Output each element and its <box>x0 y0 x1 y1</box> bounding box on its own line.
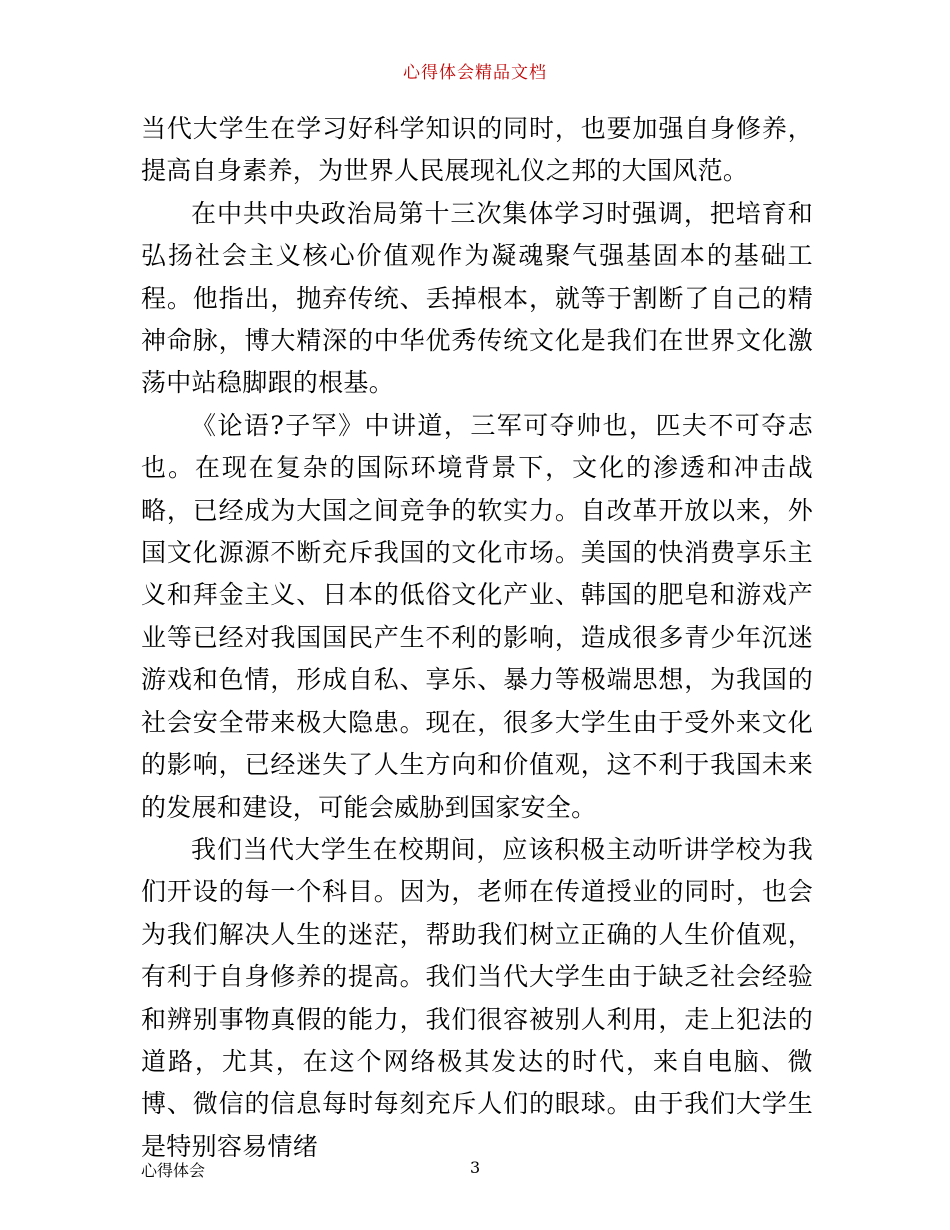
page-number: 3 <box>470 1158 481 1177</box>
document-body <box>141 108 813 1168</box>
paragraph-1: 当代大学生在学习好科学知识的同时，也要加强自身修养，提高自身素养，为世界人民展现礼仪之邦的大国风范。 <box>141 114 813 186</box>
paragraph-4: 我们当代大学生在校期间，应该积极主动听讲学校为我们开设的每一个科目。因为，老师在传道授业的同时，也会为我们解决人生的迷茫，帮助我们树立正确的人生价值观，有利于自身修养的提高。我们当代大学生由于缺乏社会经验和辨别事物真假的能力，我们很容被别人利用，走上犯法的道路，尤其，在这个网络极其发达的时代，来自电脑、微博、微信的信息每时每刻充斥人们的眼球。由于我们大学生是特别容易情绪 <box>141 834 813 1161</box>
document-header-title: 心得体会精品文档 <box>403 63 547 83</box>
paragraph-3: 《论语?子罕》中讲道，三军可夺帅也，匹夫不可夺志也。在现在复杂的国际环境背景下，文化的渗透和冲击战略，已经成为大国之间竞争的软实力。自改革开放以来，外国文化源源不断充斥我国的文化市场。美国的快消费享乐主义和拜金主义、日本的低俗文化产业、韩国的肥皂和游戏产业等已经对我国国民产生不利的影响，造成很多青少年沉迷游戏和色情，形成自私、享乐、暴力等极端思想，为我国的社会安全带来极大隐患。现在，很多大学生由于受外来文化的影响，已经迷失了人生方向和价值观，这不利于我国未来的发展和建设，可能会威胁到国家安全。 <box>141 410 813 822</box>
footer-label: 心得体会 <box>141 1161 206 1180</box>
paragraph-2: 在中共中央政治局第十三次集体学习时强调，把培育和弘扬社会主义核心价值观作为凝魂聚气强基固本的基础工程。他指出，抛弃传统、丢掉根本，就等于割断了自己的精神命脉，博大精深的中华优秀传统文化是我们在世界文化激荡中站稳脚跟的根基。 <box>141 198 813 398</box>
